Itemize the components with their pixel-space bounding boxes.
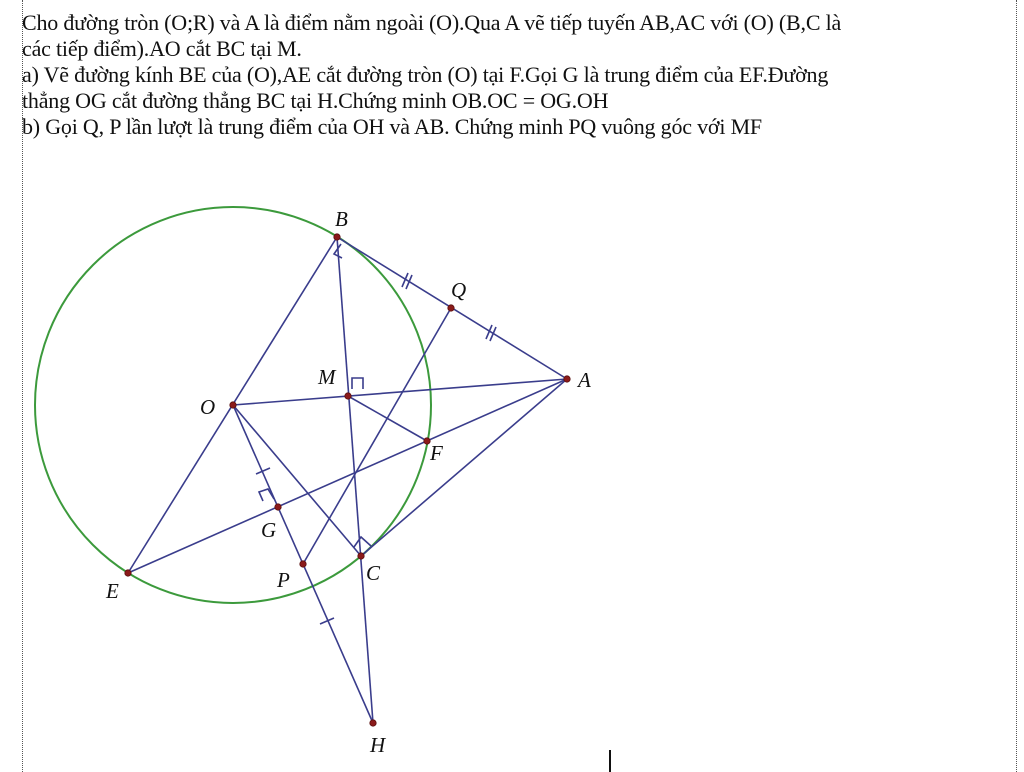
point-p (300, 561, 306, 567)
segment-oc (233, 405, 361, 556)
label-e: E (106, 579, 119, 603)
point-h (370, 720, 376, 726)
problem-line-1: Cho đường tròn (O;R) và A là điểm nằm ngoài (O).Qua A vẽ tiếp tuyến AB,AC với (O) (B,C là (22, 10, 842, 35)
label-a: A (578, 368, 591, 392)
problem-line-2: các tiếp điểm).AO cắt BC tại M. (22, 36, 302, 61)
segment-bh (337, 237, 373, 723)
point-q (448, 305, 454, 311)
label-m: M (318, 365, 336, 389)
segment-ca (361, 379, 567, 556)
point-a (564, 376, 570, 382)
right-angle-mark-c (354, 537, 371, 547)
label-c: C (366, 561, 381, 585)
point-e (125, 570, 131, 576)
label-f: F (430, 441, 443, 465)
label-b: B (335, 207, 348, 231)
segment-ea (128, 379, 567, 573)
right-angle-mark-g (259, 489, 274, 501)
label-q: Q (451, 278, 467, 302)
label-h: H (370, 733, 386, 757)
point-b (334, 234, 340, 240)
problem-line-3: a) Vẽ đường kính BE của (O),AE cắt đường tròn (O) tại F.Gọi G là trung điểm của EF.Đường (22, 62, 829, 87)
point-c (358, 553, 364, 559)
problem-line-4: thẳng OG cắt đường thẳng BC tại H.Chứng minh OB.OC = OG.OH (22, 88, 609, 113)
right-angle-mark-m (352, 378, 363, 389)
point-g (275, 504, 281, 510)
point-m (345, 393, 351, 399)
label-p: P (277, 568, 290, 592)
text-cursor (609, 750, 611, 772)
label-g: G (261, 518, 277, 542)
problem-line-5: b) Gọi Q, P lần lượt là trung điểm của OH và AB. Chứng minh PQ vuông góc với MF (22, 114, 762, 139)
label-o: O (200, 395, 216, 419)
point-o (230, 402, 236, 408)
